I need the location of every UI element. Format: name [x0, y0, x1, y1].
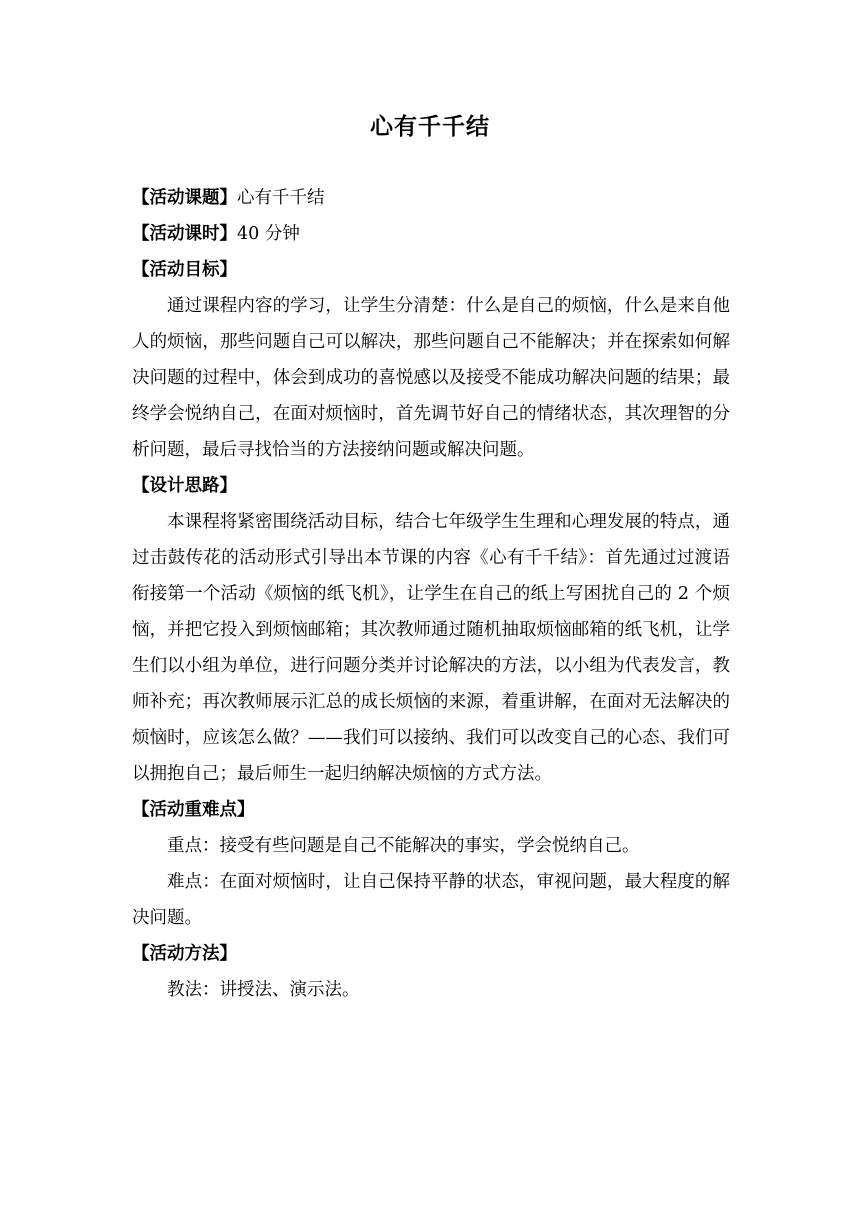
page-title: 心有千千结 [370, 114, 490, 140]
topic-line [132, 180, 730, 216]
topic-value: 心有千千结 [237, 188, 325, 208]
teaching-method-paragraph: 教法：讲授法、演示法。 [167, 980, 360, 1000]
duration-value: 40 分钟 [237, 224, 300, 244]
duration-label: 【活动课时】 [132, 224, 237, 244]
focus-paragraph: 重点：接受有些问题是自己不能解决的事实，学会悦纳自己。 [167, 836, 640, 856]
design-heading: 【设计思路】 [132, 476, 237, 496]
difficulty-paragraph: 难点：在面对烦恼时，让自己保持平静的状态，审视问题，最大程度的解决问题。 [132, 872, 730, 928]
duration-line [132, 216, 730, 252]
topic-label: 【活动课题】 [132, 188, 237, 208]
design-paragraph: 本课程将紧密围绕活动目标，结合七年级学生生理和心理发展的特点，通过击鼓传花的活动形式引导出本节课的内容《心有千千结》：首先通过过渡语衔接第一个活动《烦恼的纸飞机》，让学生在自己的纸上写困扰自己的 2 个烦恼，并把它投入到烦恼邮箱；其次教师通过随机抽取烦恼邮箱的纸飞机，让学生们以小组为单位，进行问题分类并讨论解决的方法，以小组为代表发言，教师补充；再次教师展示汇总的成长烦恼的来源，着重讲解，在面对无法解决的烦恼时，应该怎么做？——我们可以接纳、我们可以改变自己的心态、我们可以拥抱自己；最后师生一起归纳解决烦恼的方式方法。 [132, 512, 730, 784]
methods-heading: 【活动方法】 [132, 944, 237, 964]
goals-paragraph: 通过课程内容的学习，让学生分清楚：什么是自己的烦恼，什么是来自他人的烦恼，那些问题自己可以解决，那些问题自己不能解决；并在探索如何解决问题的过程中，体会到成功的喜悦感以及接受不能成功解决问题的结果；最终学会悦纳自己，在面对烦恼时，首先调节好自己的情绪状态，其次理智的分析问题，最后寻找恰当的方法接纳问题或解决问题。 [132, 296, 730, 460]
goals-heading: 【活动目标】 [132, 260, 237, 280]
key-points-heading: 【活动重难点】 [132, 800, 255, 820]
document-body [132, 180, 730, 1008]
